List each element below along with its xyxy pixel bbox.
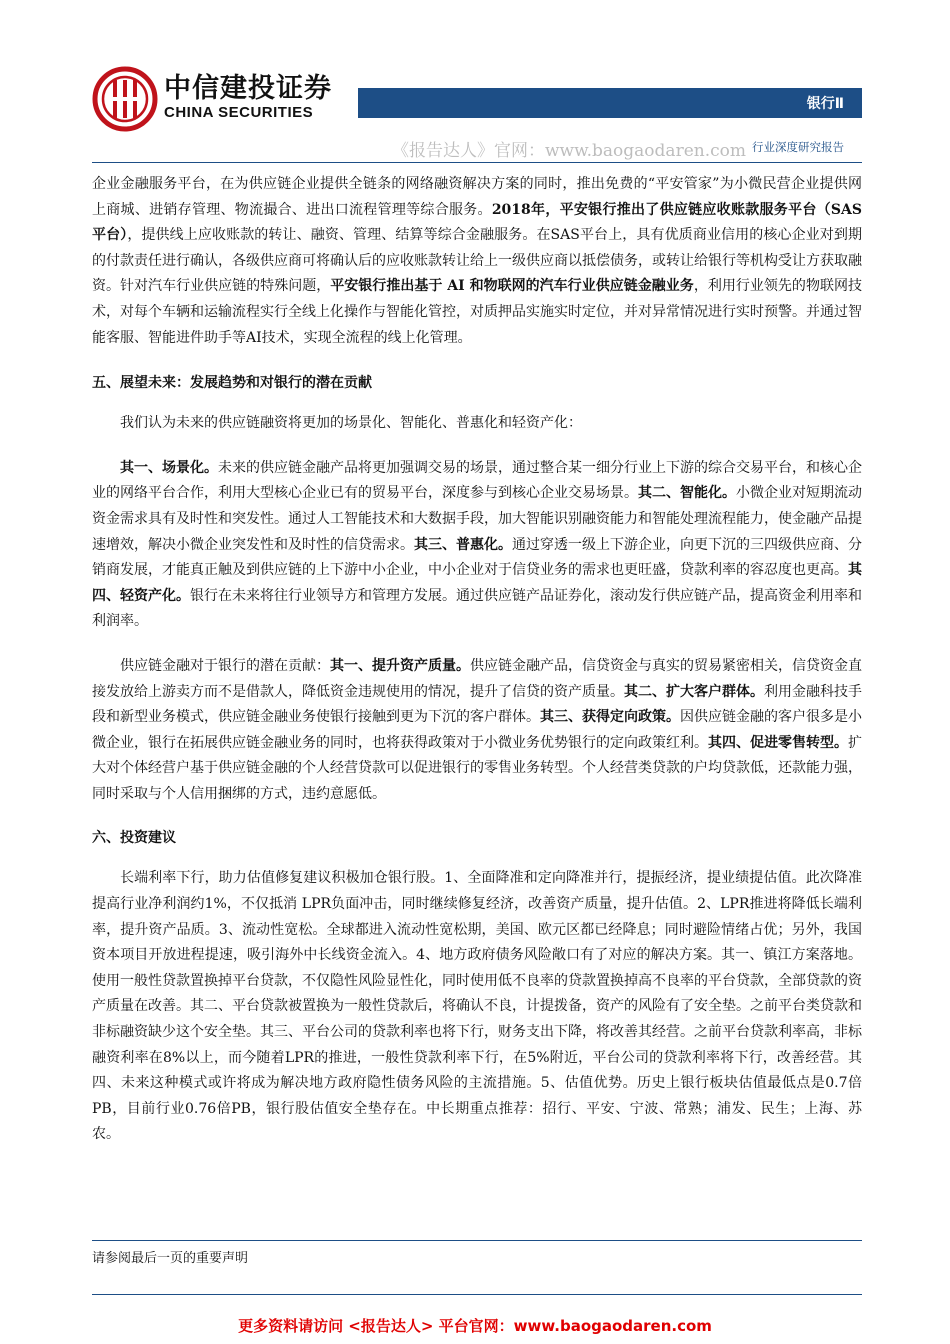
text-run: 利用金融科技手段和新型业务模式，供应链金融业务使银行接触到更为下沉的客户群体。 (92, 683, 862, 726)
footer-divider (92, 1240, 862, 1241)
brand-name-cn: 中信建投证券 (164, 73, 332, 104)
paragraph-bank-contributions (92, 654, 862, 808)
paragraph-ping-an-platforms (92, 172, 862, 351)
bold-run: 其二、智能化。 (638, 485, 736, 502)
sector-tag: 银行Ⅱ (806, 96, 844, 112)
text-run: 供应链金融产品，信贷资金与真实的贸易紧密相关，信贷资金直接发放给上游卖方而不是借款人，降低资金违规使用的情况，提升了信贷的资产质量。 (92, 657, 862, 700)
text-run: 银行在未来将往行业领导方和管理方发展。通过供应链产品证券化，滚动发行供应链产品，提高资金利用率和利润率。 (92, 587, 862, 630)
report-body (92, 172, 862, 1167)
bold-run: 其四、促进零售转型。 (708, 734, 848, 751)
bold-run: 2018年，平安银行推出了供应链应收账款服务平台（SAS平台） (92, 201, 862, 244)
paragraph-trend-intro (92, 411, 862, 437)
bold-run: 平安银行推出基于 AI 和物联网的汽车行业供应链金融业务 (330, 278, 694, 295)
paragraph-investment-advice (92, 866, 862, 1148)
text-run: 扩大对个体经营户基于供应链金融的个人经营贷款可以促进银行的零售业务转型。个人经营类贷款的户均贷款低，还款能力强，同时采取与个人信用捆绑的方式，违约意愿低。 (92, 734, 862, 802)
bold-run: 其四、轻资产化。 (92, 562, 862, 604)
bold-run: 其一、提升资产质量。 (330, 657, 470, 674)
text-run: 供应链金融对于银行的潜在贡献： (120, 657, 330, 674)
bold-run: 其三、普惠化。 (414, 536, 512, 553)
bold-run: 其一、场景化。 (120, 459, 218, 476)
section-heading-outlook: 五、展望未来：发展趋势和对银行的潜在贡献 (92, 375, 372, 392)
text-run: 我们认为未来的供应链融资将更加的场景化、智能化、普惠化和轻资产化： (120, 415, 582, 432)
text-run: 小微企业对短期流动资金需求具有及时性和突发性。通过人工智能技术和大数据手段，加大智能识别融资能力和智能处理流程能力，使金融产品提速增效，解决小微企业突发性和及时性的信贷需求。 (92, 485, 862, 553)
promo-banner[interactable]: 更多资料请访问 <报告达人> 平台官网：www.baogaodaren.com (238, 1317, 712, 1335)
watermark-text: 《报告达人》官网：www.baogaodaren.com (392, 141, 746, 161)
header-band (358, 88, 862, 118)
paragraph-four-trends (92, 456, 862, 635)
china-securities-logo-icon (92, 66, 158, 132)
text-run: ，提供线上应收账款的转让、融资、管理、结算等综合金融服务。在SAS平台上，具有优质商业信用的核心企业对到期的付款责任进行确认，各级供应商可将确认后的应收账款转让给上一级供应商以抵偿债务，或转让给银行等机构受让方获取融资。针对汽车行业供应链的特殊问题， (92, 227, 862, 295)
brand-name-en: CHINA SECURITIES (164, 104, 314, 121)
important-disclaimer-link[interactable]: 请参阅最后一页的重要声明 (92, 1251, 249, 1266)
text-run: 通过穿透一级上下游企业，向更下沉的三四级供应商、分销商发展，才能真正触及到供应链的上下游中小企业，中小企业对于信贷业务的需求也更旺盛，贷款利率的容忍度也更高。 (92, 536, 862, 579)
text-run: 长端利率下行，助力估值修复建议积极加仓银行股。1、全面降准和定向降准并行，提振经济，提业绩提估值。此次降准提高行业净利润约1%，不仅抵消 LPR负面冲击，同时继续修复经济，改善资产质量，提升估值。2、LPR推进将降低长端利率，提升资产品质。3、流动性宽松。全球都进入流动性宽松期，美国、欧元区都已经降息；同时避险情绪占优；另外，我国资本项目开放进程提速，吸引海外中长线资金流入。4、地方政府债务风险敞口有了对应的解决方案。其一、镇江方案落地。使用一般性贷款置换掉平台贷款，不仅隐性风险显性化，同时使用低不良率的贷款置换掉高不良率的平台贷款，全部贷款的资产质量在改善。其二、平台贷款被置换为一般性贷款后，将确认不良，计提拨备，资产的风险有了安全垫。之前平台类贷款和非标融资缺少这个安全垫。其三、平台公司的贷款利率也将下行，财务支出下降，将改善其经营。之前平台贷款利率高，非标融资利率在8%以上，而今随着LPR的推进，一般性贷款利率下行，在5%附近，平台公司的贷款利率将下行，改善经营。其四、未来这种模式或许将成为解决地方政府隐性债务风险的主流措施。5、估值优势。历史上银行板块估值最低点是0.7倍PB，目前行业0.76倍PB，银行股估值安全垫存在。中长期重点推荐：招行、平安、宁波、常熟；浦发、民生；上海、苏农。 (92, 870, 862, 1143)
bold-run: 其三、获得定向政策。 (540, 709, 680, 726)
text-run: 企业金融服务平台，在为供应链企业提供全链条的网络融资解决方案的同时，推出免费的“平安管家”为小微民营企业提供网上商城、进销存管理、物流撮合、进出口流程管理等综合服务。 (92, 176, 862, 218)
section-heading-investment: 六、投资建议 (92, 830, 176, 847)
footer-divider-bottom (92, 1294, 862, 1295)
bold-run: 其二、扩大客户群体。 (624, 683, 764, 700)
text-run: 因供应链金融的客户很多是小微企业，银行在拓展供应链金融业务的同时，也将获得政策对于小微业务优势银行的定向政策红利。 (92, 709, 862, 751)
header-divider (92, 162, 862, 163)
text-run: 未来的供应链金融产品将更加强调交易的场景，通过整合某一细分行业上下游的综合交易平台，和核心企业的网络平台合作，利用大型核心企业已有的贸易平台，深度参与到核心企业交易场景。 (92, 459, 862, 502)
text-run: ，利用行业领先的物联网技术，对每个车辆和运输流程实行全线上化操作与智能化管控，对质押品实施实时定位，并对异常情况进行实时预警。并通过智能客服、智能进件助手等AI技术，实现全流程的线上化管理。 (92, 278, 862, 346)
report-type-label: 行业深度研究报告 (752, 140, 844, 154)
